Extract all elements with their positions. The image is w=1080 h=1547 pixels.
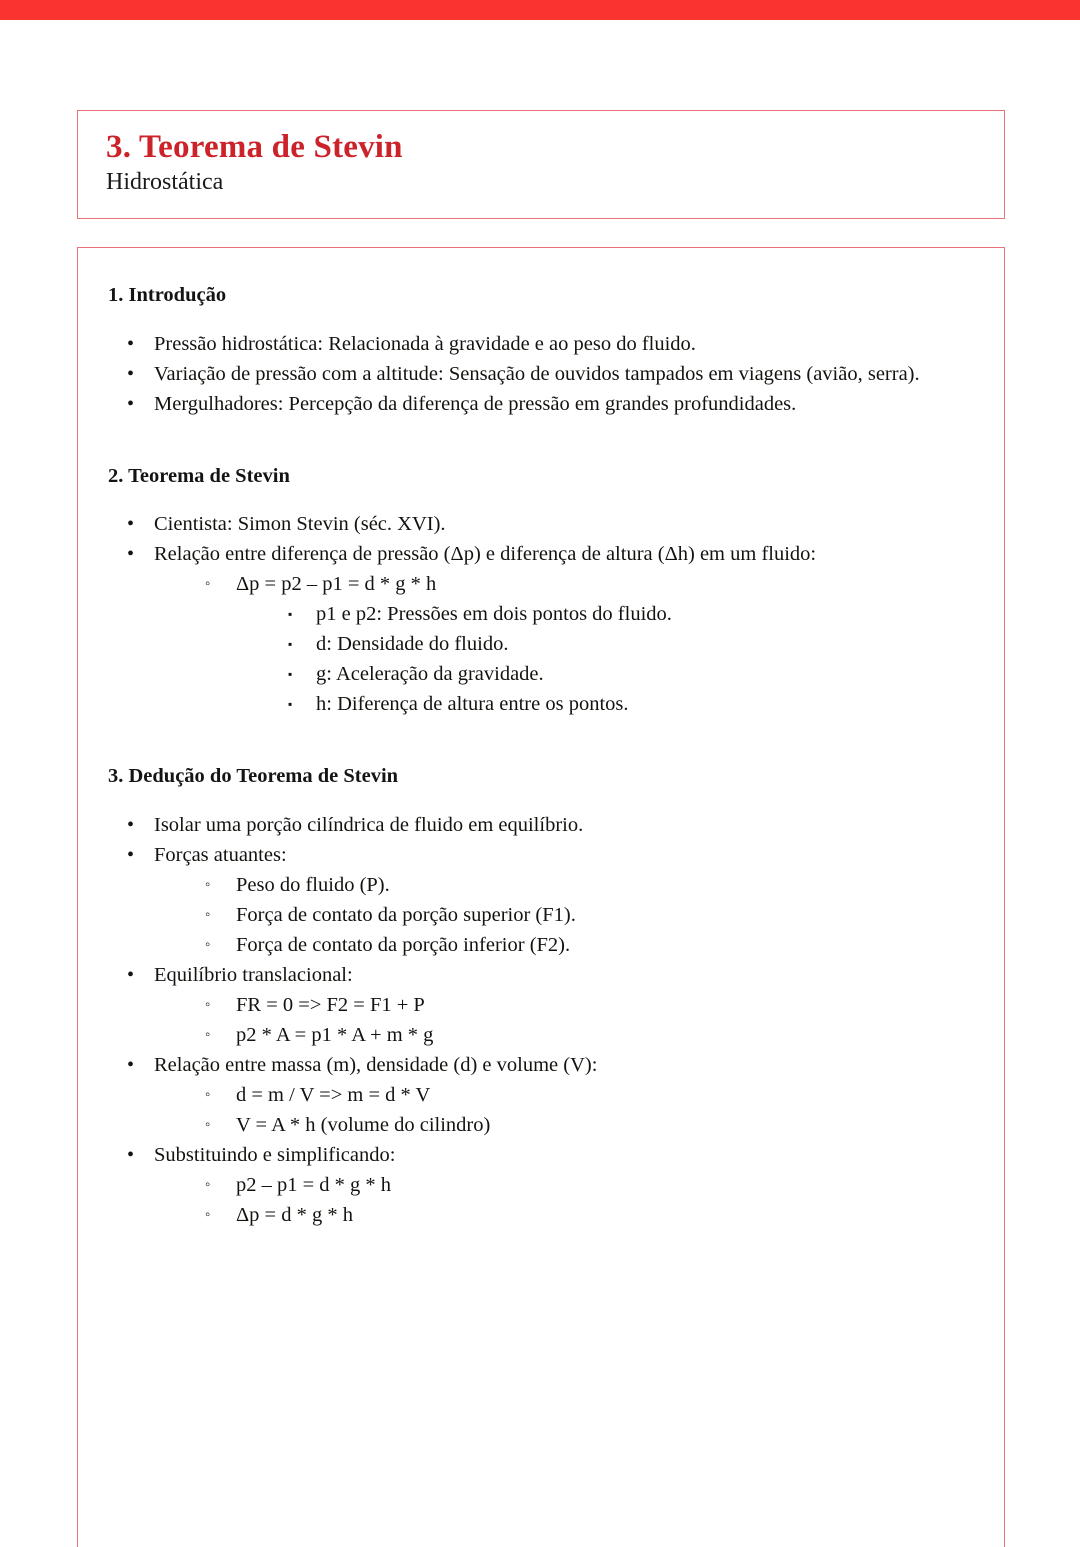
outline-item [272, 599, 974, 629]
outline-item-text: p2 * A = p1 * A + m * g [236, 1023, 434, 1046]
section [108, 763, 974, 1230]
outline-item [108, 810, 974, 840]
page-subtitle: Hidrostática [106, 168, 224, 195]
outline-item [190, 569, 974, 719]
outline-item-text: Δp = d * g * h [236, 1203, 353, 1226]
outline-list-level-1 [108, 810, 974, 1230]
section-heading: 1. Introdução [108, 284, 227, 306]
bullet-marker-level-1-icon: • [127, 362, 135, 385]
bullet-marker-level-1-icon: • [127, 332, 135, 355]
bullet-marker-level-1-icon: • [127, 1053, 135, 1076]
outline-item-text: Cientista: Simon Stevin (séc. XVI). [154, 513, 446, 536]
document-header-card [77, 110, 1005, 219]
page-title: 3. Teorema de Stevin [106, 129, 403, 165]
bullet-marker-level-2-icon: ◦ [205, 1116, 211, 1133]
section-heading: 2. Teorema de Stevin [108, 464, 290, 487]
outline-list-level-3 [272, 599, 974, 719]
outline-item-text: Pressão hidrostática: Relacionada à gravidade e ao peso do fluido. [154, 332, 696, 355]
bullet-marker-level-1-icon: • [127, 813, 135, 836]
document-body-card [77, 247, 1005, 1547]
bullet-marker-level-2-icon: ◦ [205, 1206, 211, 1223]
bullet-marker-level-2-icon: ◦ [205, 1086, 211, 1103]
outline-item-text: p1 e p2: Pressões em dois pontos do fluido. [316, 603, 672, 626]
outline-list-level-1 [108, 509, 974, 719]
bullet-marker-level-1-icon: • [127, 513, 135, 536]
section [108, 463, 974, 720]
outline-item-text: Forças atuantes: [154, 843, 287, 866]
bullet-marker-level-1-icon: • [127, 1143, 135, 1166]
bullet-marker-level-1-icon: • [127, 963, 135, 986]
bullet-marker-level-2-icon: ◦ [205, 876, 211, 893]
outline-item-text: h: Diferença de altura entre os pontos. [316, 693, 629, 716]
bullet-marker-level-2-icon: ◦ [205, 996, 211, 1013]
bullet-marker-level-2-icon: ◦ [205, 1026, 211, 1043]
outline-item-text: Peso do fluido (P). [236, 873, 390, 896]
outline-list-level-2 [190, 870, 974, 960]
outline-item [108, 389, 974, 419]
section-heading: 3. Dedução do Teorema de Stevin [108, 765, 399, 788]
sections-container [108, 282, 974, 1230]
outline-item-text: d = m / V => m = d * V [236, 1083, 431, 1106]
outline-item [108, 539, 974, 719]
outline-list-level-1 [108, 329, 974, 419]
outline-item-text: FR = 0 => F2 = F1 + P [236, 993, 425, 1016]
outline-item [108, 329, 974, 359]
outline-item-text: Δp = p2 – p1 = d * g * h [236, 573, 437, 596]
bullet-marker-level-2-icon: ◦ [205, 576, 211, 593]
section [108, 282, 974, 419]
outline-item [190, 1200, 974, 1230]
bullet-marker-level-2-icon: ◦ [205, 1176, 211, 1193]
bullet-marker-level-1-icon: • [127, 543, 135, 566]
outline-item [190, 870, 974, 900]
bullet-marker-level-2-icon: ◦ [205, 906, 211, 923]
outline-item [272, 659, 974, 689]
bullet-marker-level-3-icon: ▪ [288, 607, 293, 622]
bullet-marker-level-3-icon: ▪ [288, 667, 293, 682]
bullet-marker-level-3-icon: ▪ [288, 697, 293, 712]
outline-item-text: Força de contato da porção superior (F1). [236, 903, 576, 926]
outline-item [108, 1140, 974, 1230]
bullet-marker-level-1-icon: • [127, 392, 135, 415]
outline-item-text: p2 – p1 = d * g * h [236, 1173, 392, 1196]
outline-item [108, 509, 974, 539]
outline-item-text: d: Densidade do fluido. [316, 633, 509, 656]
outline-item [190, 990, 974, 1020]
outline-item [190, 1110, 974, 1140]
outline-item-text: Substituindo e simplificando: [154, 1143, 396, 1166]
outline-item [108, 960, 974, 1050]
outline-item-text: Força de contato da porção inferior (F2). [236, 933, 571, 956]
outline-item [108, 1050, 974, 1140]
outline-item-text: V = A * h (volume do cilindro) [236, 1113, 491, 1136]
outline-list-level-2 [190, 990, 974, 1050]
outline-item-text: g: Aceleração da gravidade. [316, 663, 544, 686]
outline-item-text: Relação entre diferença de pressão (Δp) e diferença de altura (Δh) em um fluido: [154, 543, 817, 566]
bullet-marker-level-2-icon: ◦ [205, 936, 211, 953]
bullet-marker-level-3-icon: ▪ [288, 637, 293, 652]
outline-item [108, 840, 974, 960]
outline-item [190, 1170, 974, 1200]
outline-item-text: Equilíbrio translacional: [154, 963, 353, 986]
outline-item-text: Relação entre massa (m), densidade (d) e volume (V): [154, 1053, 598, 1076]
outline-item-text: Variação de pressão com a altitude: Sensação de ouvidos tampados em viagens (avião, serra). [154, 362, 920, 385]
bullet-marker-level-1-icon: • [127, 843, 135, 866]
outline-item-text: Mergulhadores: Percepção da diferença de pressão em grandes profundidades. [154, 392, 797, 415]
outline-item [272, 629, 974, 659]
outline-list-level-2 [190, 1080, 974, 1140]
outline-item [190, 900, 974, 930]
outline-item-text: Isolar uma porção cilíndrica de fluido em equilíbrio. [154, 813, 584, 836]
outline-item [272, 689, 974, 719]
outline-list-level-2 [190, 1170, 974, 1230]
outline-list-level-2 [190, 569, 974, 719]
outline-item [108, 359, 974, 389]
outline-item [190, 1080, 974, 1110]
outline-item [190, 1020, 974, 1050]
outline-item [190, 930, 974, 960]
